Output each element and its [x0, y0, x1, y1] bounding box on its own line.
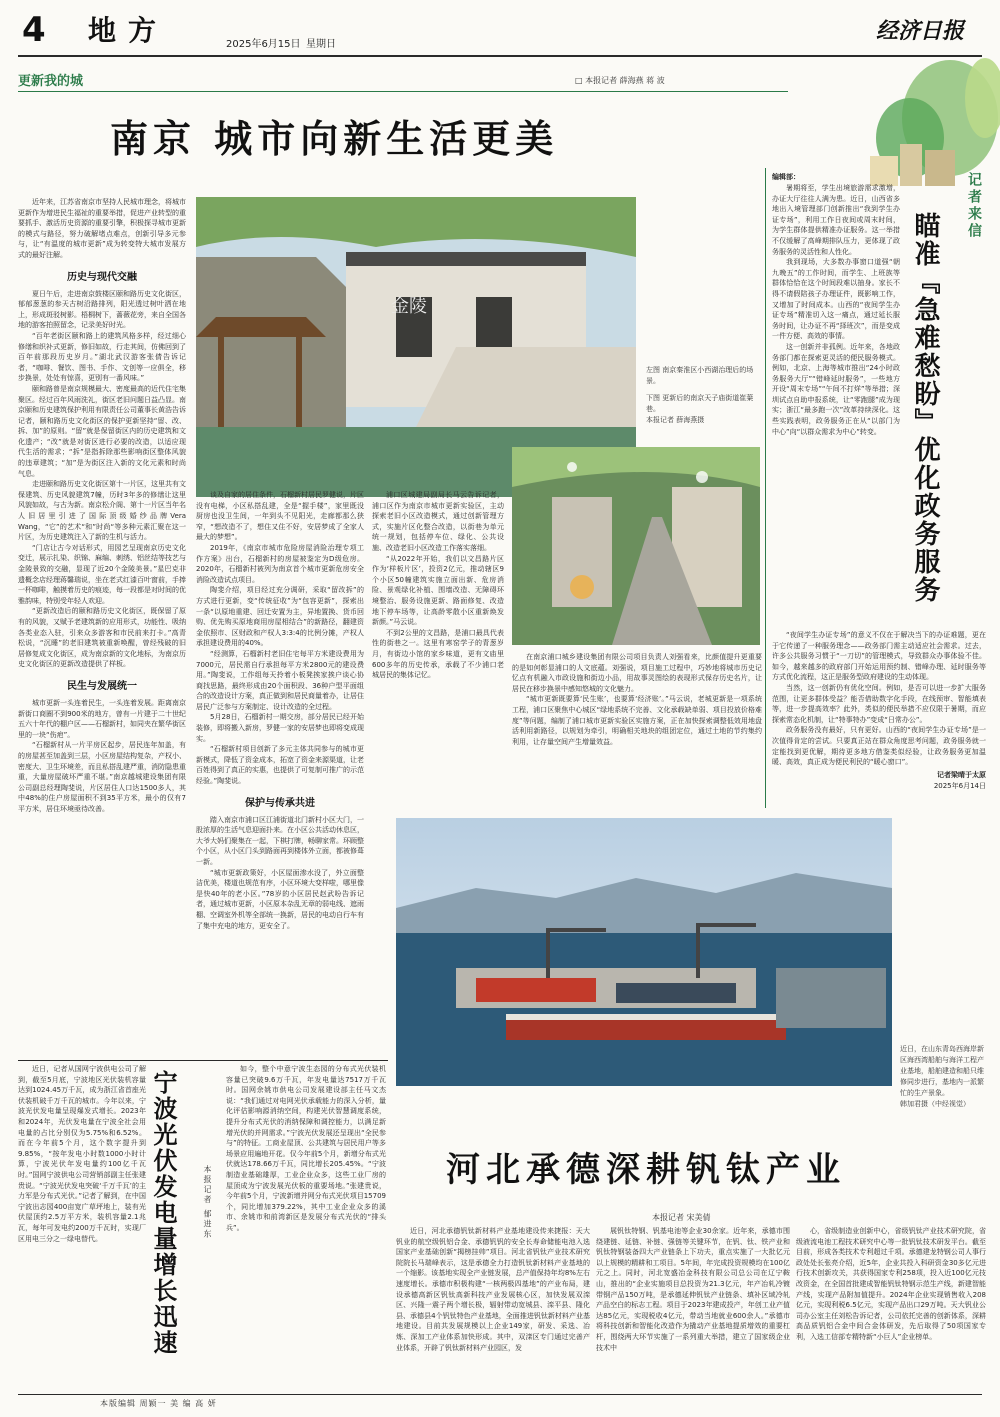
- paragraph: 城市更新一头连着民生，一头连着发展。距离南京新街口商圈不到900米的地方，曾有一片建于二十世纪五六十年代的棚户区——石榴新村，如同夹在繁华街区里的一块“伤疤”。: [18, 698, 186, 739]
- hebei-col2: [596, 1226, 790, 1353]
- paragraph: 在南京浦口城乡建设集团有限公司项目负责人刘强看来，比颜值提升更重要的是如何彰显浦口的人文底蕴。刘强说，项目施工过程中，巧妙地将城市历史记忆点有机融入市政设施和街边小品，用故事灵图绘的表现形式保存历史名片，让居民在移步换景中感知悠城的文化魅力。: [512, 653, 762, 693]
- issue-date: 2025年6月15日: [226, 39, 301, 50]
- sidebar-greeting: 编辑部：: [772, 173, 800, 181]
- port-caption-credit: 韩加君摄（中经视觉）: [900, 1100, 970, 1108]
- paragraph: 夏日午后，走进南京鼓楼区颐和路历史文化街区，郁郁葱葱的参天古树沿路排列，阳光透过树叶洒在地上，形成斑驳树影。梧桐树下，蔷薇花旁，来自全国各地的游客拍照留念，记录美好时光。: [18, 289, 186, 330]
- paragraph: 浦口区城建局副局长马云告诉记者，浦口区作为南京市城市更新实验区，主动探索老旧小区改造模式，通过创新管理方式，实施片区化整合改造，以街巷为单元统一规划，包括停车位、绿化、公共设施、改造老旧小区改造工作落实落细。: [372, 491, 504, 552]
- sidebar-paragraph: 政务服务没有最好，只有更好。山西的“夜间学生办证专场”是一次值得肯定的尝试。只要真正站在群众角度思考问题，政务服务就一定能找到更优解，期待更多地方借鉴类似经验，让政务服务更加温暖、高效，真正成为便民利民的“暖心窗口”。: [772, 726, 986, 767]
- article-col4: [512, 652, 762, 747]
- sidebar-sign: 记者梁晴于太原: [937, 770, 986, 779]
- paragraph: 不到2公里的文昌路，是浦口最具代表性的街巷之一。这里有寒窑学子的青葱岁月，有街边小馆的家乡味道，更有文庙里600多年的历史传承，承载了不少浦口老城居民的集体记忆。: [372, 628, 504, 680]
- paragraph: 如今，整个中意宁波生态园的分布式光伏装机容量已突破9.6万千瓦，年发电量达7517万千瓦时。国网余姚市供电公司发展建设部主任马文杰说：“我们通过对电网光伏承载能力的深入分析，量化评估影响源消纳空间，构建光伏智慧调度系统，提升分布式光伏的消纳保障和调控能力，以满足新增光伏的并网需求。”宁波光伏发展还呈现出“全民参与”的特征。工商业屋顶、公共建筑与居民用户等多场景应用遍地开花。仅今年前5个月，新增分布式光伏就达178.66万千瓦，同比增长205.45%。“宁波制造业基础雄厚，工业企业众多，这些工业厂房的屋顶成为宁波发展光伏板的重要场地。”张建贵说，今年前5个月，宁波新增并网分布式光伏项目15709个，同比增加379.22%，其中工业企业众多的溪市、余姚市和前湾新区是发展分布式光伏的“排头兵”。: [226, 1065, 386, 1232]
- sidebar-paragraph: 这一创新并非孤例。近年来，各地政务部门都在探索更灵活的便民服务模式。例如，北京、上海等城市推出“24小时政务服务大厅”“错峰延时服务”，一些地方开设“周末专场”“午间不打烊”等举措；深圳试点自助申报系统，让“零跑腿”成为现实；浙江“最多跑一次”改革持续深化。这些实践表明，政务服务正在从“以部门为中心”向“以群众需求为中心”转变。: [772, 342, 900, 436]
- subhead-history: 历史与现代交融: [67, 271, 137, 283]
- ningbo-col2: [226, 1064, 386, 1234]
- hebei-title: 河北承德深耕钒钛产业: [446, 1150, 846, 1190]
- issue-weekday: 星期日: [306, 39, 336, 50]
- paragraph: 展钒钛特钢、钒基电池等企业30余家。近年来，承德市围绕建链、延链、补链、强链等关键环节，在钒、钛、铁产业和钒钛特钢装备四大产业链条上下功夫，重点实施了一大批亿元以上规模的精耕和工项目。5年间，年完成投资规模均在100亿元之上。同时，河北宽盛冶金科技有限公司总公司在辽宁鞍山，推出的“企业实施项目总投资为21.3亿元，年产冶轧冷镀带钢产品150万吨，是承德延伸钒钛产业链条、填补区域冷轧产品空白的标志工程。项目于2023年建成投产，年创工业产值达85亿元，实现税收4亿元，带动当地就业600余人。”承德市将科技创新和智能化改造作为撬动产业基地提质增效的重要杠杆，围绕两大环节实施了一系列重大举措，建立了国家级企业技术中: [596, 1227, 790, 1352]
- caption-lower-image: 下图 更新后的南京天子庙街道崔葉巷。: [646, 394, 754, 413]
- paragraph: 陶斐介绍，项目经过充分调研，采取“留改拆”的方式进行更新，变“传统征收”为“包容更新”，探索出一条“以原地重建、回迁安置为主，异地置换、货币回购、优先购买原地商用房屋相结合”的新路径，翻建资金依照市、区财政和产权人3:3:4的比例分摊，产权人承担建设费用的40%。: [196, 586, 364, 648]
- photo-caption-left: [646, 365, 754, 426]
- paragraph: 心，省级制造业创新中心，省级钒钛产业技术研究院，省级液流电池工程技术研究中心等一批钒钛技术研发平台。截至目前，形成各类技术专利超过千项。承德建龙特钢公司人事行政处处长张亮介绍，近5年，企业共投入科研资金30多亿元进行技术创新攻关，共获得国家专利258项，投入近100亿元技改资金，在全国首批建成智能钒钛特钢示范生产线，新建智能产线，实现产品附加值提升。2024年企业实现销售收入208亿元，实现利税6.5亿元，实现产品出口29万吨。天大钒业公司办公室主任刘松告诉记者，公司依托完善的创新体系，深耕高品质钒铝合金中间合金体研发，先后取得了50项国家专利，入选工信部专精特新“小巨人”企业榜单。: [796, 1227, 986, 1341]
- article-col1: [18, 197, 186, 814]
- ningbo-title: 宁波光伏发电量增长迅速: [149, 1070, 177, 1356]
- photo-qingdao-shipyard: [396, 818, 892, 1086]
- paragraph: “石榴新村从一片平房区起步，居民连年加盖，有的房屋甚至加盖到三层，小区房屋结构复杂，产权小、密度大、卫生环境差，而且私搭乱建严重，消防隐患重重，大量房屋破坏严重不堪。”南京越城建设集团有限公司副总经理陶斐说，片区居住人口达1500多人，其中48%的住户房屋面积不到35平方米，最小的仅有7平方米，居住环境亟待改善。: [18, 741, 186, 813]
- paragraph: 走进颐和路历史文化街区第十一片区，这里共有文保建筑、历史风貌建筑7幢，历时3年多的修缮让这里风貌如故，与古为新。南京松介阁、第十一片区当年名人旧居里引进了国际顶级婚纱品牌Vera Wang，“它”的艺术“和”时尚“等多种元素汇聚在这一片区，为历史建筑注入了新的生机与活力。: [18, 480, 186, 542]
- paragraph: “百年老街区颐和路上的建筑风格多样，经过细心修缮和织补式更新，修旧如故，行走其间，仿佛回到了百年前那段历史岁月。”湖北武汉游客张倩告诉记者，“咖啡、餐饮、图书、手作、文创等一应俱全，移步换景，处处有惊喜，更别有一番风味。”: [18, 331, 186, 383]
- sidebar-title: 瞄准『急难愁盼』优化政务服务: [910, 212, 940, 604]
- article-col2: [196, 490, 364, 931]
- paragraph: “城市更新既要算‘民生账’，也要算‘经济账’。”马云说，老城更新是一项系统工程，浦口区聚焦中心城区“绿地系统不完善、文化承载缺单弱、项目投放价格难度”等问题，编制了浦口城市更新实验区实施方案，正在加快探索调整低效用地盘活利用新路径，以规划为牵引，明确相关地块的组团定位，通过土地的节约集约利用，让存量空间产生增量效益。: [512, 695, 762, 746]
- lead-paragraph: 近年来，江苏省南京市坚持人民城市理念，将城市更新作为增进民生福祉的重要举措，促进产业转型的重要抓手、激活历史资源的重要引擎，积极探寻城市更新的模式与路径，努力破解堵点难点，创新引导多元参与，让“有温度的城市更新”成为转变特大城市发展方式的最好注解。: [18, 198, 186, 259]
- paragraph: 谈及自家的居住条件，石榴新村居民罗健说，片区没有电梯，小区私搭乱建，全是“握手楼”，家里既没厨房也没卫生间，一年到头不见阳光，走廊都那么狭窄，“想改造不了，想住又住不好，安居梦成了全家人最大的梦想”。: [196, 491, 364, 542]
- page-number: 4: [22, 10, 46, 50]
- main-title: 南京 城市向新生活更美: [110, 116, 559, 161]
- port-caption: [900, 1044, 988, 1110]
- column-tag-label: 更新我的城: [18, 74, 84, 89]
- masthead-logo: 经济日报: [876, 18, 965, 44]
- ningbo-col1: [18, 1064, 146, 1244]
- paragraph: 5月28日，石榴新村一期交房，部分居民已经开始装修，即将搬入新房，罗健一家的安居梦也即将变成现实。: [196, 713, 364, 743]
- port-caption-text: 近日，在山东青岛西海岸新区海西湾船舶与海洋工程产业基地，船舶建造和船只维修同步进行，基地内一派繁忙的生产景象。: [900, 1045, 984, 1097]
- column-tag: [18, 70, 148, 90]
- hebei-col1: [396, 1226, 590, 1353]
- paragraph: “石榴新村项目创新了多元主体共同参与的城市更新模式，降低了资金成本，拓宽了资金来源渠道，让老百姓得到了真正的实惠，也提供了可复制可推广的示范经验。”陶斐说。: [196, 745, 364, 786]
- sidebar-box: [765, 168, 988, 808]
- paragraph: 2019年，《南京市城市危险房屋消险治理专项工作方案》出台，石榴新村的房屋被鉴定为D级危房。2020年，石榴新村被列为南京首个城市更新危房安全消险改造试点项目。: [196, 543, 364, 584]
- sidebar-paragraph: “夜间学生办证专场”的意义不仅在于解决当下的办证难题，更在于它传递了一种服务理念——政务部门需主动适应社会需求。过去，许多公共服务习惯于“一刀切”的管理模式，导致群众办事体验不佳。如今，越来越多的政府部门开始运用预约制、错峰办理、延时服务等方式优化流程，这正是服务型政府建设的生动体现。: [772, 631, 986, 682]
- paragraph: “更新改造后的颐和路历史文化街区，既保留了原有的风貌，又赋予老建筑新的应用形式，功能性、吸纳各类业态入驻，引来众多游客和市民前来打卡。”高青松说，“沉睡”的老旧建筑被重新唤醒，曾经残破的旧居修复成文化街区，成为南京新的文化地标，为南京历史文化街区的更新改造提供了样板。: [18, 607, 186, 669]
- paragraph: “经测算，石榴新村老旧住宅每平方米建设费用为7000元，居民需自行承担每平方米2800元的建设费用。”陶斐说，工作组每天拎着小板凳挨家挨户谈心协商找思路，最终形成由20个面积段、36种户型平面组合的改造设计方案，真正做到和居民商量着办，让居住居民广泛参与方案制定、设计改造的全过程。: [196, 649, 364, 711]
- hebei-byline: 本报记者 宋美倩: [652, 1213, 711, 1222]
- sidebar-tag: 记者来信: [966, 172, 982, 240]
- sidebar-paragraph: 我到现场，大多数办事窗口道强“朝九晚五”的工作时间，而学生、上班族等群体恰恰在这个时间段难以抽身。家长不得不请假陪孩子办理证件，既影响工作，又增加了时间成本。山西的“夜间学生办证专场”精准切入这一痛点，通过延长服务时间，让办证不再“择班次”，而是变成一件方便、高效的事情。: [772, 258, 900, 341]
- paragraph: 颐和路曾是南京规模最大、密度最高的近代住宅集聚区。经过百年风雨洗礼，街区老旧问题日益凸显。南京颐和历史建筑保护利用有限责任公司董事长黄浩告诉记者，颐和路历史文化街区的保护更新坚持“留、改、拆、加”的原则。“留”就是保留街区内的历史建筑和文化遗产；“改”就是对街区进行必要的改造，以适应现代生活的需求；“拆”是指拆除那些影响街区整体风貌的违章建筑；“加”是为街区注入新的文化元素和时尚气息。: [18, 384, 186, 478]
- article-col3: [372, 490, 504, 681]
- paragraph: “从2022年开始，我们以文昌路片区作为‘样板片区’，投资2亿元，推动辖区9个小区50幢建筑实施立面出新、危房消险、景观绿化补植、围墙改造、无障碍环境整治、服务设施更新、路面修复、改造地下停车场等，让高龄零散小区重新焕发新颜。”马云说。: [372, 554, 504, 627]
- caption-left-image: 左图 南京秦淮区小西湖治理后的场景。: [646, 366, 754, 385]
- ningbo-byline: 本报记者 郁进东: [203, 1165, 212, 1240]
- section-name: 地方: [88, 14, 169, 47]
- stone-sign-text: 金陵: [391, 296, 427, 317]
- paragraph: “城市更新政策好，小区屋面渗水没了，外立面整洁优美，楼道也规范有序，小区环境大变样啦，哪里像是快40年的老小区。”78岁的小区居民赵武吩告诉记者，通过城市更新，小区原本杂乱无章的弱电线、遮雨棚、空调室外机等全部统一换新，居民的电动自行车有了集中充电的地方，更安全了。: [196, 868, 364, 930]
- subhead-livelihood: 民生与发展统一: [67, 680, 137, 692]
- hebei-col3: [796, 1226, 986, 1343]
- sidebar-body-bottom: [772, 630, 986, 792]
- paragraph: “门店让古今对话形式，用园艺呈现南京历史文化变迁，展示扎染、织锦、麻编、刺绣、铝丝结等技艺与金陵景致的交融，显现了近20个金陵美景。”星巴克非遗概念店经理蒋馨瑞说，坐在老式红漆百叶窗前，手捧一杯咖啡，触摸着历史的痕迹，每一段都是对时间的优雅韵味，特别受年轻人欢迎。: [18, 543, 186, 605]
- sidebar-body-top: [772, 172, 900, 437]
- sidebar-date: 2025年6月14日: [933, 781, 986, 790]
- paragraph: 近日，记者从国网宁波供电公司了解到，截至5月底，宁波地区光伏装机容量达到1024.45万千瓦，成为浙江省首座光伏装机破千万千瓦的城市。今年以来，宁波光伏发电量呈现爆发式增长。2023年和2024年，光伏发电量在宁波全社会用电量的占比分别仅为5.75%和6.52%。而在今年前5个月，这个数字提升到9.85%，“按年发电小时数1000小时计算，宁波光伏年发电量约100亿千瓦时。”国网宁波供电公司营销部副主任张建贵说。“宁波光伏发电突破‘千万千瓦’的主力军是分布式光伏。”记者了解到，在中国宁波出志园400亩宽广草坪地上，装有光伏屋顶约2.5万平方米，装机容量2.1兆瓦，每年可发电约200万千瓦时，实现厂区用电三分之一绿电替代。: [18, 1065, 146, 1243]
- paragraph: 近日，河北承德钒钛新材料产业基地建设传来捷报：天大钒业的航空级钒铝合金、承德钒钒的安全长寿命储能电池入选国家产业基础创新“揭榜挂帅”项目。河北省钒钛产业技术研究院院长马瑞峰表示，这是承德全力打造钒钛新材料产业基地的一个缩影。该基地实现全产业链发展，总产值保持年均8%左右速度增长。承德市积极构建“一核两极四基地”的产业布局，建设承德高新区钒钛高新科技产业发展核心区，加快发展双滦区、兴隆一震子两个增长极，辐射带动宽城县、滦平县、隆化县、承德县4个钒钛特色产业基地，全面推进钒钛新材料产业基地建设。目前共发展规模以上企业149家，研发、采选、冶炼、深加工产业体系加快形成。其中，双滦区专门通过完善产业体系，开辟了钒钛新材料产业园区，发: [396, 1227, 590, 1352]
- footer-editors: 本版编辑 周颖一 美 编 高 妍: [100, 1399, 217, 1408]
- sidebar-paragraph: 暑期将至，学生出境旅游需求激增，办证大厅往往人满为患。近日，山西省多地出入境管理部门创新推出“我到学生办证专场”，利用工作日夜间或周末时间，为学生群体提供精准办证服务。这一举措不仅缓解了高峰期排队压力，更体现了政务服务的灵活性和人性化。: [772, 184, 900, 256]
- sidebar-paragraph: 当然，这一创新仍有优化空间。例如，是否可以进一步扩大服务范围，让更多群体受益？能否借助数字化手段，在线预审、智能填表等，进一步提高效率？此外，类似的便民举措不应仅限于暑期，而应探索常态化机制，让“特事特办”变成“日常办公”。: [772, 683, 986, 724]
- page-header: [0, 0, 1000, 58]
- caption-credit: 本报记者 薛海燕摄: [646, 416, 705, 424]
- subhead-heritage: 保护与传承共进: [245, 797, 315, 809]
- main-byline: □ 本报记者 薛海燕 蒋 波: [575, 76, 665, 85]
- photo-alley: [512, 447, 760, 645]
- paragraph: 踏入南京市浦口区江浦街道北门新村小区大门，一股浓厚的生活气息迎面扑来。在小区公共活动休息区，大爷大妈们聚集在一起，下棋打牌，畅聊家常。环顾整个小区，从小区门头到路面再到楼体外立面，都被修葺一新。: [196, 815, 364, 866]
